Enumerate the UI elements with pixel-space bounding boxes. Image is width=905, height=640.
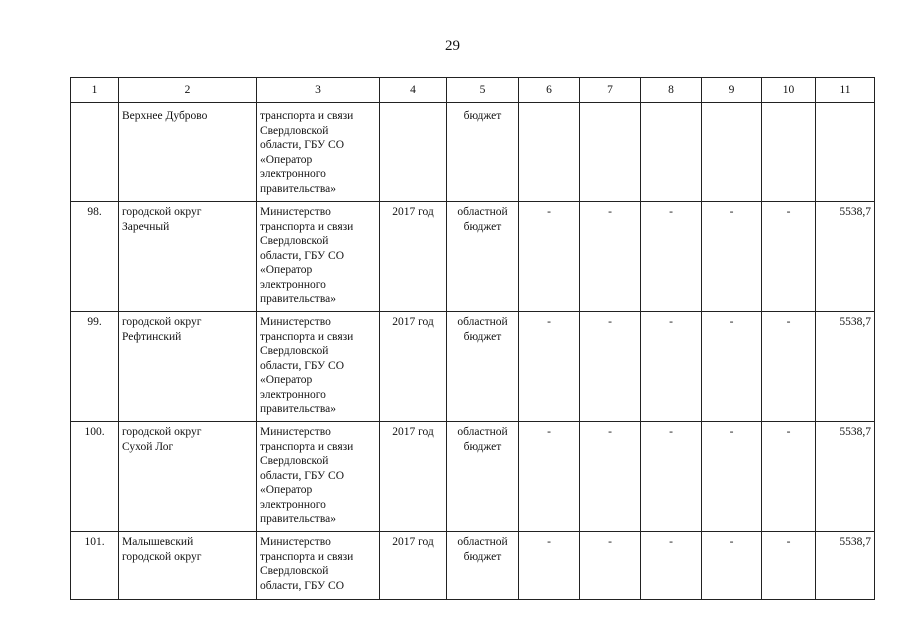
value-cell-6 xyxy=(519,103,580,202)
executor-cell: Министерство транспорта и связи Свердловской области, ГБУ СО «Оператор электронного правительства» xyxy=(257,202,380,312)
column-header: 11 xyxy=(816,78,875,103)
value-cell-7 xyxy=(580,103,641,202)
year-cell: 2017 год xyxy=(380,532,447,600)
column-header: 9 xyxy=(702,78,762,103)
column-header: 8 xyxy=(641,78,702,103)
row-number-cell: 99. xyxy=(71,312,119,422)
value-cell-9: - xyxy=(702,312,762,422)
value-cell-9: - xyxy=(702,202,762,312)
row-number-cell: 98. xyxy=(71,202,119,312)
municipality-cell: городской округ Заречный xyxy=(119,202,257,312)
row-number-cell xyxy=(71,103,119,202)
value-cell-9 xyxy=(702,103,762,202)
amount-cell xyxy=(816,103,875,202)
row-number-cell: 101. xyxy=(71,532,119,600)
column-header: 1 xyxy=(71,78,119,103)
column-header: 6 xyxy=(519,78,580,103)
value-cell-6: - xyxy=(519,202,580,312)
value-cell-8: - xyxy=(641,532,702,600)
value-cell-10: - xyxy=(762,532,816,600)
amount-cell: 5538,7 xyxy=(816,312,875,422)
funding-source-cell: областной бюджет xyxy=(447,532,519,600)
value-cell-9: - xyxy=(702,532,762,600)
funding-source-cell: областной бюджет xyxy=(447,312,519,422)
value-cell-10: - xyxy=(762,202,816,312)
executor-cell: транспорта и связи Свердловской области, ГБУ СО «Оператор электронного правительства» xyxy=(257,103,380,202)
year-cell: 2017 год xyxy=(380,312,447,422)
table-row xyxy=(71,422,875,532)
value-cell-6: - xyxy=(519,422,580,532)
value-cell-8 xyxy=(641,103,702,202)
value-cell-8: - xyxy=(641,202,702,312)
table-row xyxy=(71,202,875,312)
funding-source-cell: областной бюджет xyxy=(447,422,519,532)
row-number-cell: 100. xyxy=(71,422,119,532)
funding-source-cell: бюджет xyxy=(447,103,519,202)
page-number: 29 xyxy=(445,38,460,54)
value-cell-6: - xyxy=(519,532,580,600)
value-cell-7: - xyxy=(580,312,641,422)
column-header: 2 xyxy=(119,78,257,103)
executor-cell: Министерство транспорта и связи Свердловской области, ГБУ СО «Оператор электронного правительства» xyxy=(257,312,380,422)
column-header: 3 xyxy=(257,78,380,103)
year-cell: 2017 год xyxy=(380,202,447,312)
document-table xyxy=(70,77,875,600)
municipality-cell: Малышевский городской округ xyxy=(119,532,257,600)
funding-source-cell: областной бюджет xyxy=(447,202,519,312)
value-cell-8: - xyxy=(641,422,702,532)
executor-cell: Министерство транспорта и связи Свердловской области, ГБУ СО xyxy=(257,532,380,600)
value-cell-10: - xyxy=(762,422,816,532)
amount-cell: 5538,7 xyxy=(816,202,875,312)
municipality-cell: городской округ Рефтинский xyxy=(119,312,257,422)
value-cell-7: - xyxy=(580,202,641,312)
column-header: 5 xyxy=(447,78,519,103)
value-cell-6: - xyxy=(519,312,580,422)
table-row xyxy=(71,103,875,202)
column-header: 4 xyxy=(380,78,447,103)
municipality-cell: Верхнее Дуброво xyxy=(119,103,257,202)
table-row xyxy=(71,532,875,600)
value-cell-7: - xyxy=(580,532,641,600)
table-header-row xyxy=(71,78,875,103)
amount-cell: 5538,7 xyxy=(816,532,875,600)
amount-cell: 5538,7 xyxy=(816,422,875,532)
executor-cell: Министерство транспорта и связи Свердловской области, ГБУ СО «Оператор электронного правительства» xyxy=(257,422,380,532)
value-cell-10: - xyxy=(762,312,816,422)
value-cell-7: - xyxy=(580,422,641,532)
value-cell-10 xyxy=(762,103,816,202)
year-cell xyxy=(380,103,447,202)
column-header: 10 xyxy=(762,78,816,103)
value-cell-9: - xyxy=(702,422,762,532)
municipality-cell: городской округ Сухой Лог xyxy=(119,422,257,532)
year-cell: 2017 год xyxy=(380,422,447,532)
value-cell-8: - xyxy=(641,312,702,422)
column-header: 7 xyxy=(580,78,641,103)
table-row xyxy=(71,312,875,422)
